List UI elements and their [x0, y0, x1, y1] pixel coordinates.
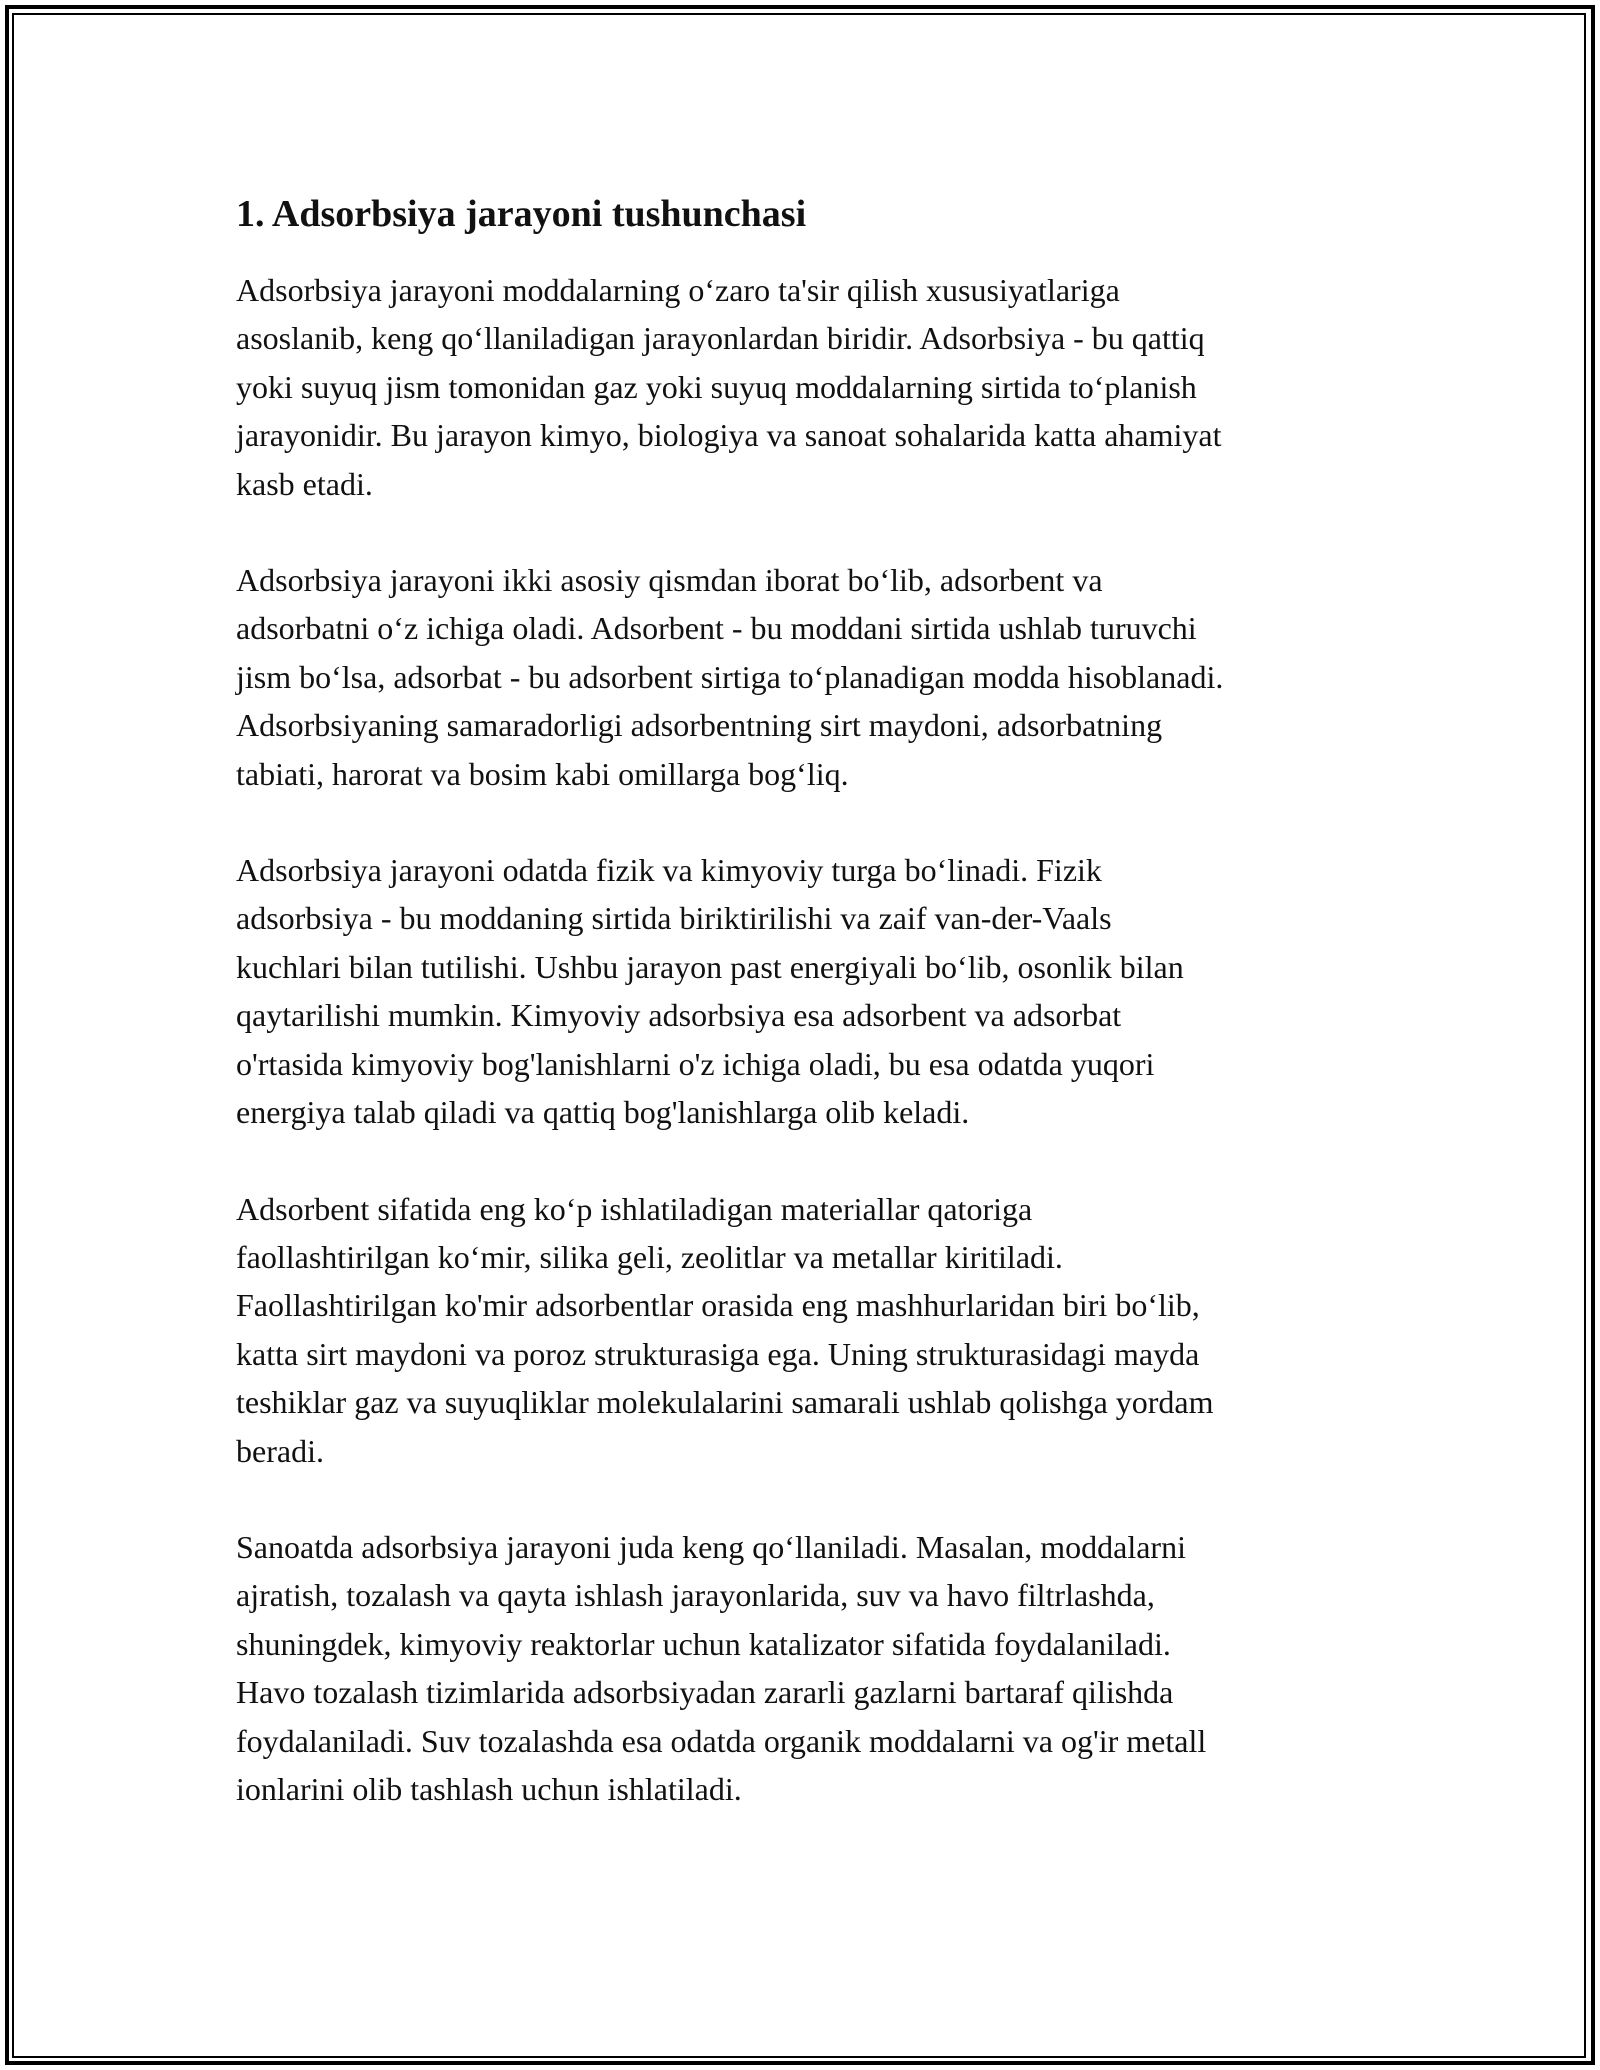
text-line: kuchlari bilan tutilishi. Ushbu jarayon past energiyali bo‘lib, osonlik bilan: [236, 948, 1184, 985]
text-line: asoslanib, keng qo‘llaniladigan jarayonlardan biridir. Adsorbsiya - bu qattiq: [236, 320, 1205, 357]
document-body: [236, 186, 1386, 1861]
text-line: adsorbsiya - bu moddaning sirtida biriktirilishi va zaif van-der-Vaals: [236, 900, 1112, 937]
text-line: energiya talab qiladi va qattiq bog'lanishlarga olib keladi.: [236, 1094, 970, 1131]
text-line: faollashtirilgan ko‘mir, silika geli, zeolitlar va metallar kiritiladi.: [236, 1238, 1063, 1275]
text-line: Adsorbent sifatida eng ko‘p ishlatiladigan materiallar qatoriga: [236, 1190, 1033, 1227]
text-line: ajratish, tozalash va qayta ishlash jarayonlarida, suv va havo filtrlashda,: [236, 1577, 1155, 1614]
text-line: tabiati, harorat va bosim kabi omillarga bog‘liq.: [236, 755, 849, 792]
text-line: teshiklar gaz va suyuqliklar molekulalarini samarali ushlab qolishga yordam: [236, 1384, 1214, 1421]
text-line: yoki suyuq jism tomonidan gaz yoki suyuq moddalarning sirtida to‘planish: [236, 368, 1197, 405]
text-line: Adsorbsiyaning samaradorligi adsorbentning sirt maydoni, adsorbatning: [236, 707, 1163, 744]
paragraph-3: [236, 846, 1386, 1136]
text-line: ionlarini olib tashlash uchun ishlatiladi.: [236, 1770, 742, 1807]
paragraph-5: [236, 1523, 1386, 1813]
text-line: o'rtasida kimyoviy bog'lanishlarni o'z ichiga oladi, bu esa odatda yuqori: [236, 1045, 1155, 1082]
text-line: beradi.: [236, 1432, 324, 1469]
text-line: kasb etadi.: [236, 465, 373, 502]
text-line: katta sirt maydoni va poroz strukturasiga ega. Uning strukturasidagi mayda: [236, 1335, 1200, 1372]
paragraph-1: [236, 266, 1386, 508]
text-line: Adsorbsiya jarayoni odatda fizik va kimyoviy turga bo‘linadi. Fizik: [236, 852, 1102, 889]
text-line: qaytarilishi mumkin. Kimyoviy adsorbsiya esa adsorbent va adsorbat: [236, 997, 1122, 1034]
text-line: jism bo‘lsa, adsorbat - bu adsorbent sirtiga to‘planadigan modda hisoblanadi.: [236, 658, 1224, 695]
section-heading: 1. Adsorbsiya jarayoni tushunchasi: [236, 193, 807, 235]
text-line: Faollashtirilgan ko'mir adsorbentlar orasida eng mashhurlaridan biri bo‘lib,: [236, 1287, 1200, 1324]
paragraph-4: [236, 1185, 1386, 1475]
paragraph-2: [236, 556, 1386, 798]
text-line: shuningdek, kimyoviy reaktorlar uchun katalizator sifatida foydalaniladi.: [236, 1625, 1171, 1662]
text-line: Adsorbsiya jarayoni moddalarning o‘zaro ta'sir qilish xususiyatlariga: [236, 272, 1120, 308]
text-line: Adsorbsiya jarayoni ikki asosiy qismdan iborat bo‘lib, adsorbent va: [236, 562, 1103, 599]
text-line: foydalaniladi. Suv tozalashda esa odatda organik moddalarni va og'ir metall: [236, 1722, 1207, 1759]
text-line: jarayonidir. Bu jarayon kimyo, biologiya va sanoat sohalarida katta ahamiyat: [236, 417, 1222, 454]
text-line: Sanoatda adsorbsiya jarayoni juda keng qo‘llaniladi. Masalan, moddalarni: [236, 1528, 1186, 1565]
text-line: adsorbatni o‘z ichiga oladi. Adsorbent - bu moddani sirtida ushlab turuvchi: [236, 610, 1197, 647]
text-line: Havo tozalash tizimlarida adsorbsiyadan zararli gazlarni bartaraf qilishda: [236, 1674, 1174, 1711]
